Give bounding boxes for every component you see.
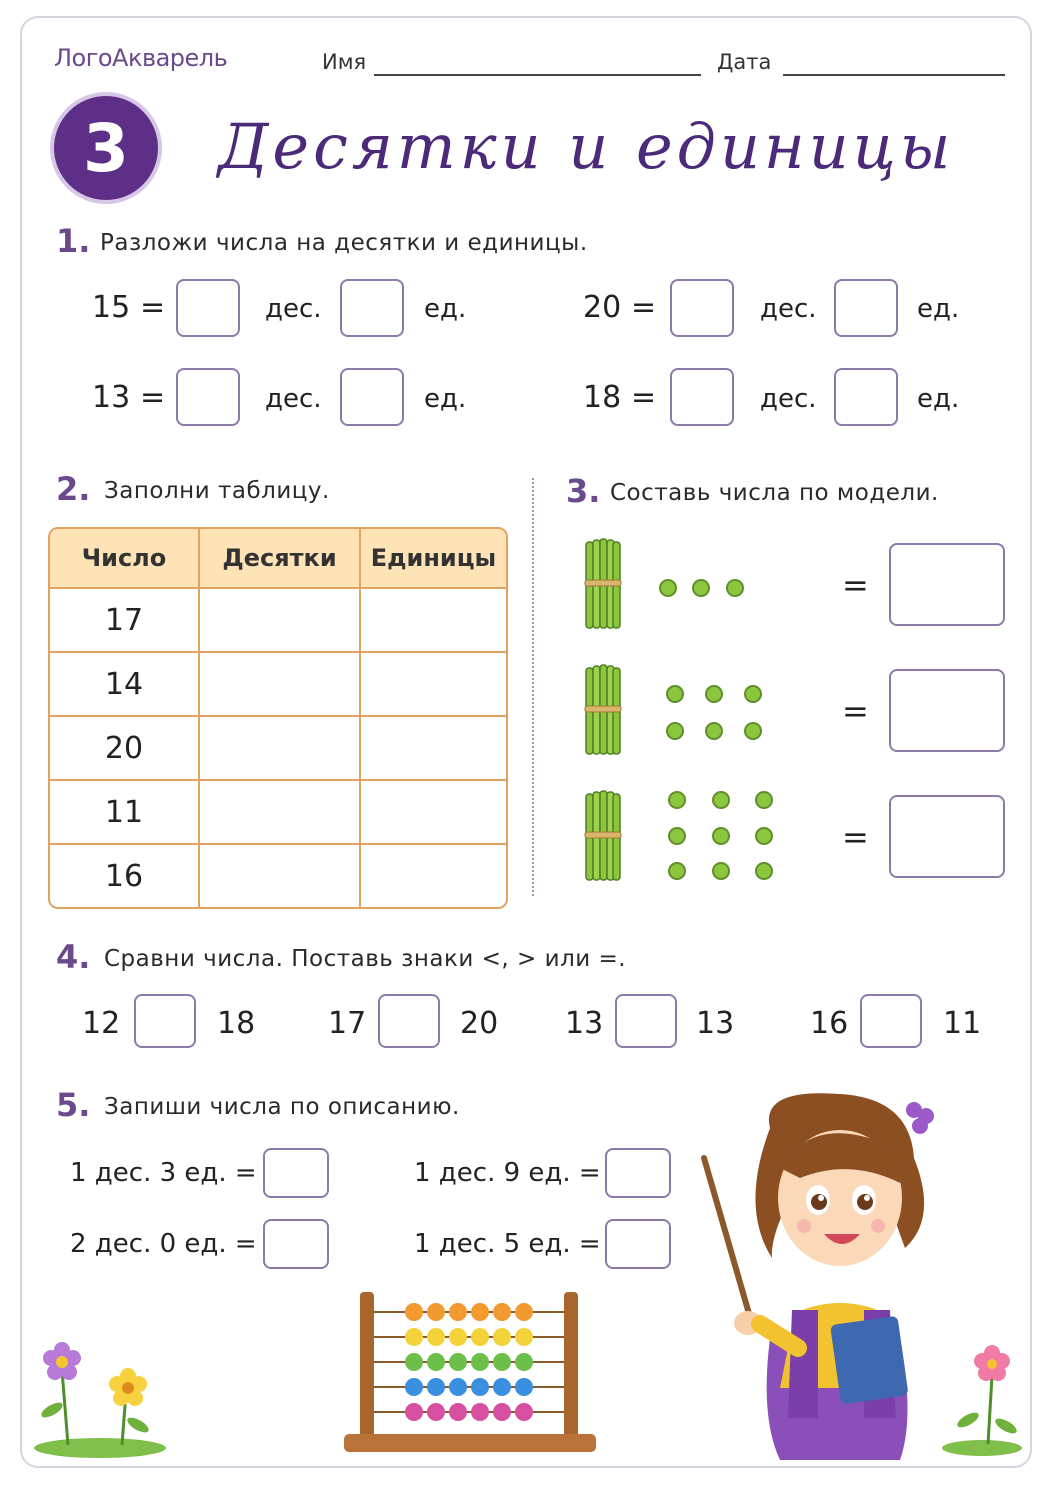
number-cell: 11	[50, 781, 200, 845]
ones-label: ед.	[424, 384, 467, 414]
ones-answer-box[interactable]	[834, 279, 898, 337]
compare-sign-box[interactable]	[134, 994, 196, 1048]
name-line[interactable]	[374, 74, 701, 76]
number: 15	[92, 290, 131, 325]
unit-dot	[726, 579, 744, 597]
tens-label: дес.	[265, 294, 322, 324]
model-answer-box[interactable]	[889, 669, 1005, 752]
task-number: 1.	[56, 222, 91, 260]
flower-illustration	[938, 1340, 1022, 1458]
equals: =	[631, 290, 657, 325]
description: 1 дес. 5 ед. =	[414, 1229, 601, 1259]
table-header-row	[50, 529, 506, 589]
unit-dot	[666, 685, 684, 703]
equals: =	[842, 818, 869, 856]
unit-dot	[692, 579, 710, 597]
number: 13	[565, 1006, 604, 1041]
compare-sign-box[interactable]	[860, 994, 922, 1048]
unit-dot	[712, 827, 730, 845]
tens-label: дес.	[760, 294, 817, 324]
lesson-badge: 3	[50, 92, 162, 204]
number: 17	[328, 1006, 367, 1041]
flowers-illustration	[30, 1330, 180, 1460]
table-row	[50, 589, 506, 653]
number: 16	[810, 1006, 849, 1041]
number-cell: 14	[50, 653, 200, 717]
girl-teacher-illustration	[700, 1088, 940, 1463]
compare-sign-box[interactable]	[615, 994, 677, 1048]
tens-cell[interactable]	[200, 589, 361, 653]
number: 20	[583, 290, 622, 325]
model-answer-box[interactable]	[889, 795, 1005, 878]
date-line[interactable]	[783, 74, 1005, 76]
number-answer-box[interactable]	[605, 1148, 671, 1198]
ones-cell[interactable]	[361, 781, 506, 845]
table-row	[50, 781, 506, 845]
description: 1 дес. 9 ед. =	[414, 1158, 601, 1188]
equals: =	[842, 566, 869, 604]
tens-label: дес.	[760, 384, 817, 414]
unit-dot	[668, 827, 686, 845]
unit-dot	[712, 862, 730, 880]
number: 18	[217, 1006, 256, 1041]
number-cell: 16	[50, 845, 200, 907]
ones-cell[interactable]	[361, 653, 506, 717]
equals: =	[140, 290, 166, 325]
date-label: Дата	[717, 50, 772, 74]
unit-dot	[744, 722, 762, 740]
unit-dot	[668, 791, 686, 809]
number-cell: 20	[50, 717, 200, 781]
ones-cell[interactable]	[361, 717, 506, 781]
ones-cell[interactable]	[361, 589, 506, 653]
tens-label: дес.	[265, 384, 322, 414]
number: 11	[943, 1006, 982, 1041]
number: 18	[583, 380, 622, 415]
number: 13	[696, 1006, 735, 1041]
tens-answer-box[interactable]	[670, 279, 734, 337]
tens-answer-box[interactable]	[176, 368, 240, 426]
task-text: Запиши числа по описанию.	[104, 1094, 460, 1120]
unit-dot	[705, 685, 723, 703]
ones-label: ед.	[917, 384, 960, 414]
ones-label: ед.	[424, 294, 467, 324]
column-header: Число	[50, 529, 200, 589]
unit-dot	[668, 862, 686, 880]
task-number: 2.	[56, 470, 91, 508]
tens-answer-box[interactable]	[670, 368, 734, 426]
number: 13	[92, 380, 131, 415]
ten-sticks-bundle-icon	[584, 664, 622, 758]
model-answer-box[interactable]	[889, 543, 1005, 626]
task-number: 3.	[566, 472, 601, 510]
table-row	[50, 717, 506, 781]
ones-label: ед.	[917, 294, 960, 324]
description: 1 дес. 3 ед. =	[70, 1158, 257, 1188]
number-answer-box[interactable]	[263, 1148, 329, 1198]
ten-sticks-bundle-icon	[584, 790, 622, 884]
unit-dot	[755, 791, 773, 809]
task-text: Составь числа по модели.	[610, 480, 939, 506]
table-row	[50, 845, 506, 907]
ones-answer-box[interactable]	[340, 279, 404, 337]
page-title: Десятки и единицы	[218, 110, 955, 183]
task-text: Разложи числа на десятки и единицы.	[100, 230, 588, 256]
unit-dot	[755, 862, 773, 880]
ones-answer-box[interactable]	[834, 368, 898, 426]
unit-dot	[712, 791, 730, 809]
task-number: 5.	[56, 1086, 91, 1124]
unit-dot	[666, 722, 684, 740]
tens-cell[interactable]	[200, 781, 361, 845]
section-divider	[532, 478, 534, 896]
tens-cell[interactable]	[200, 845, 361, 907]
name-label: Имя	[322, 50, 367, 74]
column-header: Единицы	[361, 529, 506, 589]
tens-cell[interactable]	[200, 717, 361, 781]
logo: ЛогоАкварель	[54, 44, 228, 72]
column-header: Десятки	[200, 529, 361, 589]
description: 2 дес. 0 ед. =	[70, 1229, 257, 1259]
unit-dot	[744, 685, 762, 703]
task-text: Сравни числа. Поставь знаки <, > или =.	[104, 946, 627, 972]
abacus-illustration	[342, 1288, 600, 1458]
unit-dot	[659, 579, 677, 597]
number-answer-box[interactable]	[605, 1219, 671, 1269]
number: 20	[460, 1006, 499, 1041]
task-text: Заполни таблицу.	[104, 478, 330, 504]
number-answer-box[interactable]	[263, 1219, 329, 1269]
tens-answer-box[interactable]	[176, 279, 240, 337]
ones-cell[interactable]	[361, 845, 506, 907]
tens-cell[interactable]	[200, 653, 361, 717]
task-number: 4.	[56, 938, 91, 976]
ones-answer-box[interactable]	[340, 368, 404, 426]
unit-dot	[755, 827, 773, 845]
ten-sticks-bundle-icon	[584, 538, 622, 632]
equals: =	[842, 692, 869, 730]
number-cell: 17	[50, 589, 200, 653]
equals: =	[140, 380, 166, 415]
tens-ones-table	[48, 527, 508, 909]
unit-dot	[705, 722, 723, 740]
equals: =	[631, 380, 657, 415]
number: 12	[82, 1006, 121, 1041]
compare-sign-box[interactable]	[378, 994, 440, 1048]
table-row	[50, 653, 506, 717]
